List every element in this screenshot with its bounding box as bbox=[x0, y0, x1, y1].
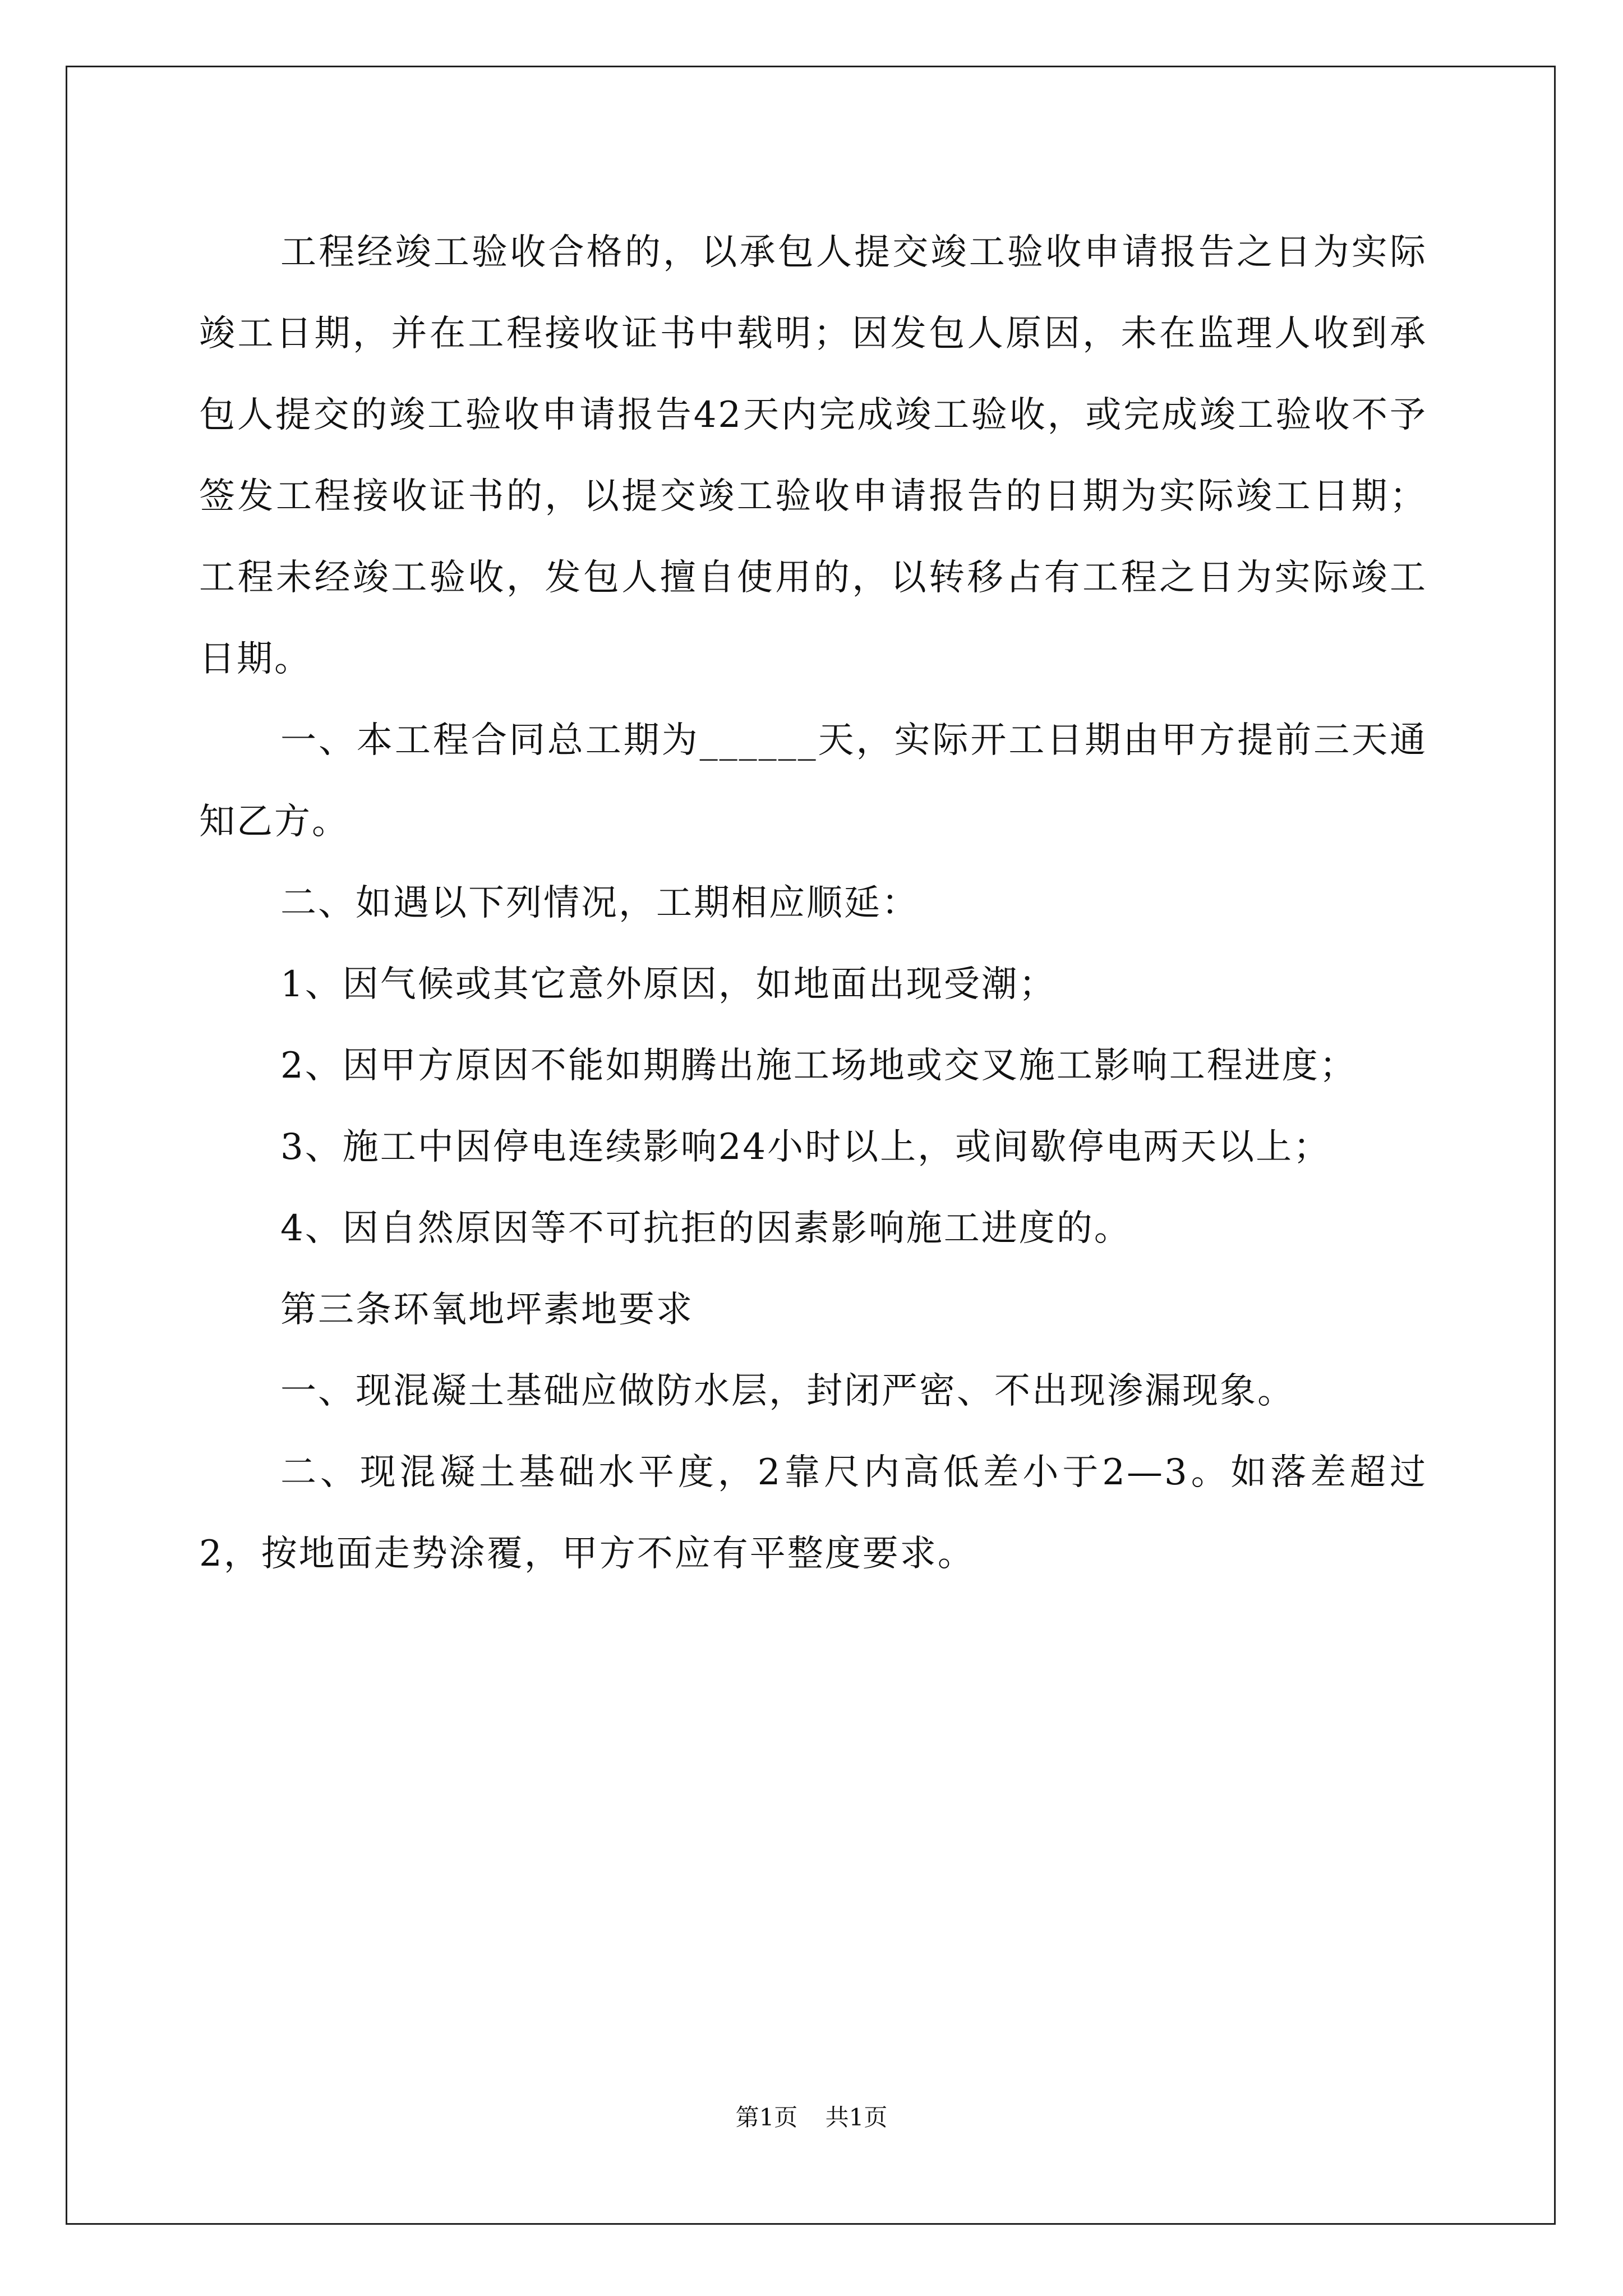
list-item-weather: 1、因气候或其它意外原因，如地面出现受潮； bbox=[280, 964, 1057, 1005]
list-item-power-outage: 3、施工中因停电连续影响24小时以上，或间歇停电两天以上； bbox=[280, 1126, 1331, 1168]
paragraph-flatness: 二、现混凝土基础水平度，2靠尺内高低差小于2—3。如落差超过2，按地面走势涂覆，甲方不应有平整度要求。 bbox=[199, 1452, 1427, 1575]
paragraph-total-duration: 一、本工程合同总工期为______天，实际开工日期由甲方提前三天通知乙方。 bbox=[199, 720, 1427, 843]
paragraph-waterproof-layer: 一、现混凝土基础应做防水层，封闭严密、不出现渗漏现象。 bbox=[280, 1370, 1295, 1412]
list-item-site-delay: 2、因甲方原因不能如期腾出施工场地或交叉施工影响工程进度； bbox=[280, 1045, 1357, 1087]
section-heading-article-3: 第三条环氧地坪素地要求 bbox=[280, 1289, 694, 1331]
paragraph-extension-conditions: 二、如遇以下列情况，工期相应顺延： bbox=[280, 882, 919, 924]
document-body bbox=[199, 212, 1427, 1595]
page-number-total: 共1页 bbox=[825, 2104, 888, 2131]
page-number-current: 第1页 bbox=[735, 2104, 798, 2131]
list-item-force-majeure: 4、因自然原因等不可抗拒的因素影响施工进度的。 bbox=[280, 1208, 1132, 1249]
paragraph-completion-date: 工程经竣工验收合格的，以承包人提交竣工验收申请报告之日为实际竣工日期，并在工程接收证书中载明；因发包人原因，未在监理人收到承包人提交的竣工验收申请报告42天内完成竣工验收，或完成竣工验收不予签发工程接收证书的，以提交竣工验收申请报告的日期为实际竣工日期；工程未经竣工验收，发包人擅自使用的，以转移占有工程之日为实际竣工日期。 bbox=[199, 232, 1427, 680]
page-footer bbox=[0, 2101, 1623, 2134]
